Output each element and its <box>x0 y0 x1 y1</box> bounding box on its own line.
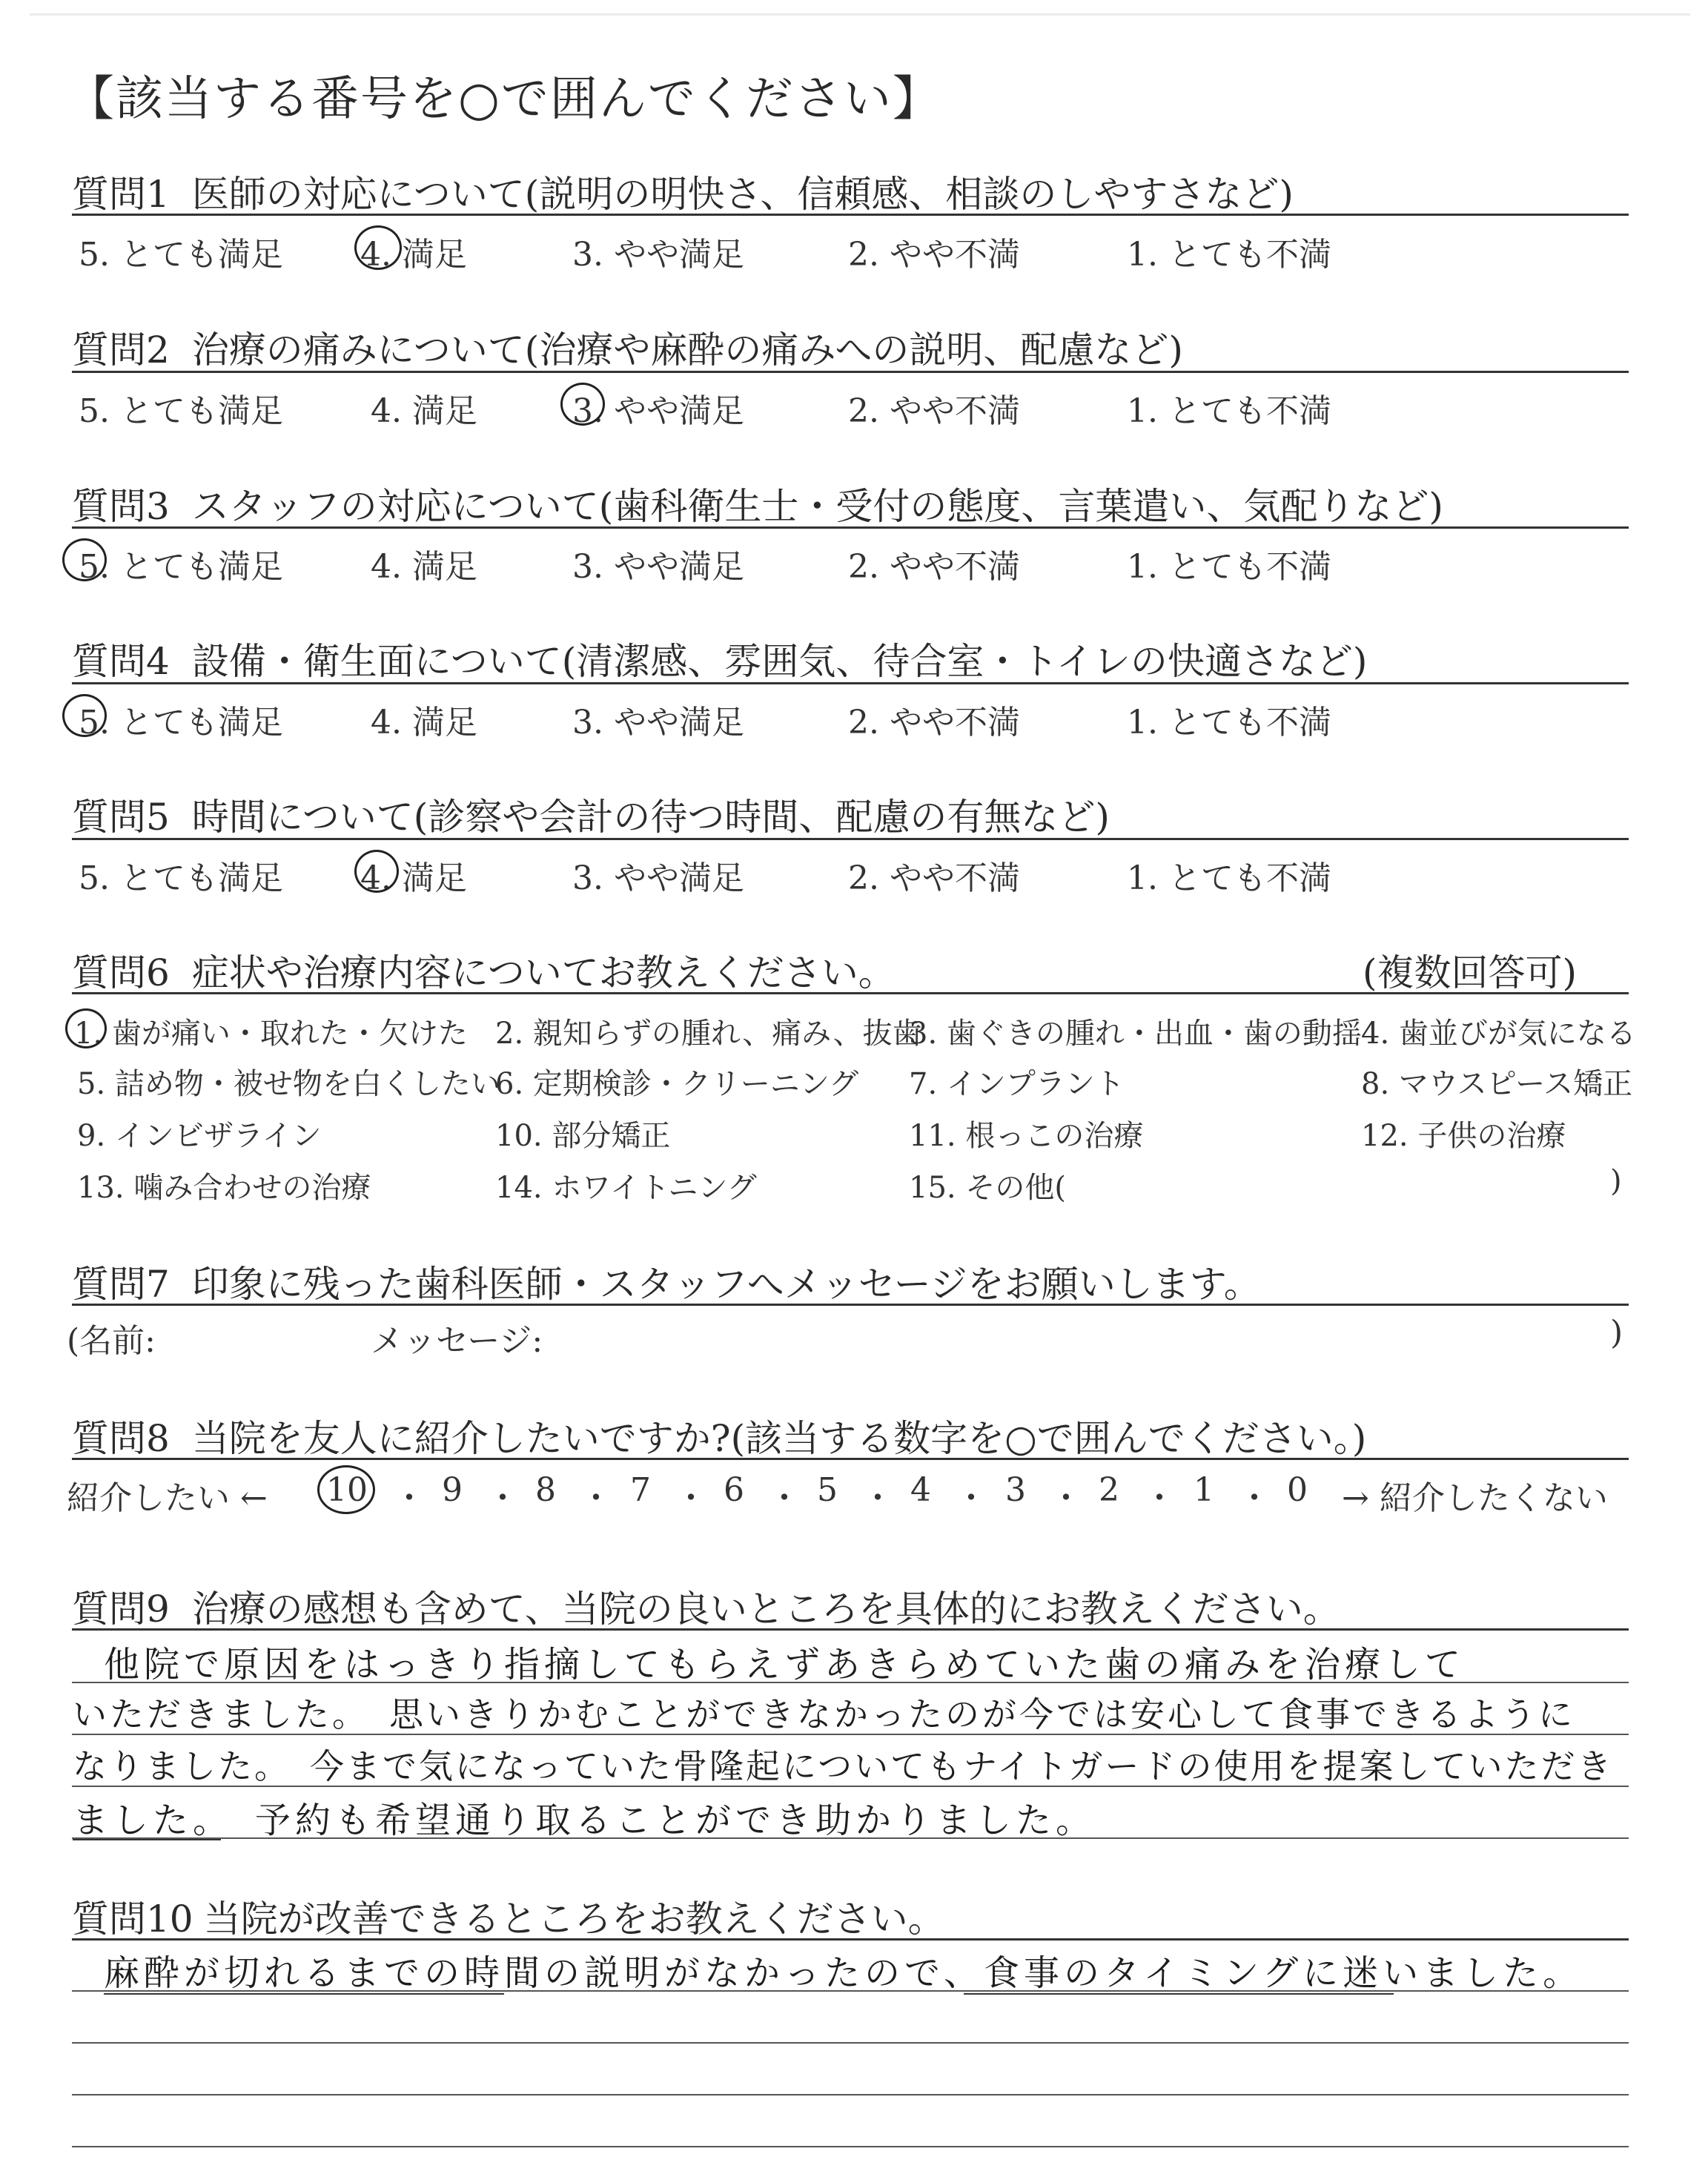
q10-label: 質問10 <box>72 1898 193 1941</box>
q10-writing-line <box>72 2094 1629 2095</box>
q6-heading <box>72 943 896 997</box>
q9-answer-line-3: なりました。 今まで気になっていた骨隆起についてもナイトガードの使用を提案していただき <box>73 1746 1614 1786</box>
q3-heading <box>72 477 1443 530</box>
q3-selected-circle <box>62 538 107 581</box>
q6-item-6[interactable]: 6. 定期検診・クリーニング <box>495 1067 859 1101</box>
q10-writing-line <box>72 2146 1629 2147</box>
q8-left-label: 紹介したい ← <box>67 1479 268 1517</box>
q3-option-3[interactable]: 3. やや満足 <box>572 548 744 586</box>
q8-scale-sep: ・ <box>1050 1479 1082 1517</box>
q4-option-2[interactable]: 2. やや不満 <box>848 704 1020 742</box>
q6-item-15[interactable]: 15. その他( <box>909 1171 1066 1205</box>
q8-scale-5[interactable]: 5 <box>817 1471 838 1509</box>
q9-underline <box>73 1839 221 1840</box>
q8-selected-circle <box>317 1465 375 1514</box>
q7-label: 質問7 <box>72 1263 170 1306</box>
q8-scale-sep: ・ <box>861 1479 894 1517</box>
q6-item-3[interactable]: 3. 歯ぐきの腫れ・出血・歯の動揺 <box>909 1017 1362 1051</box>
q8-label: 質問8 <box>72 1417 170 1460</box>
q1-selected-circle <box>354 225 402 270</box>
q8-scale-4[interactable]: 4 <box>910 1471 931 1509</box>
q3-rule <box>72 526 1629 529</box>
q8-scale-8[interactable]: 8 <box>535 1471 556 1509</box>
q9-answer-line-2: いただきました。 思いきりかむことができなかったのが今では安心して食事できるように <box>73 1694 1575 1734</box>
q7-rule <box>72 1304 1629 1306</box>
q6-item-14[interactable]: 14. ホワイトニング <box>495 1171 757 1205</box>
q2-title: 治療の痛みについて(治療や麻酔の痛みへの説明、配慮など) <box>191 328 1183 371</box>
q7-heading <box>72 1255 1261 1308</box>
q10-underline <box>964 1993 1394 1995</box>
q5-option-5[interactable]: 5. とても満足 <box>79 859 283 897</box>
q2-label: 質問2 <box>72 328 170 371</box>
q8-scale-3[interactable]: 3 <box>1005 1471 1026 1509</box>
q6-item-11[interactable]: 11. 根っこの治療 <box>909 1119 1144 1153</box>
q2-option-5[interactable]: 5. とても満足 <box>79 392 283 430</box>
q1-label: 質問1 <box>72 173 170 216</box>
q4-title: 設備・衛生面について(清潔感、雰囲気、待合室・トイレの快適さなど) <box>191 640 1368 683</box>
q1-option-3[interactable]: 3. やや満足 <box>572 236 744 274</box>
q8-heading <box>72 1409 1366 1462</box>
q6-item-1[interactable]: 1. 歯が痛い・取れた・欠けた <box>74 1017 468 1051</box>
q8-scale-7[interactable]: 7 <box>630 1471 651 1509</box>
q6-item-12[interactable]: 12. 子供の治療 <box>1361 1119 1566 1153</box>
q8-right-label: → 紹介したくない <box>1342 1479 1608 1517</box>
q5-label: 質問5 <box>72 796 170 839</box>
q5-option-4[interactable]: 4. 満足 <box>360 859 467 897</box>
q1-rule <box>72 214 1629 216</box>
q6-item-13[interactable]: 13. 噛み合わせの治療 <box>77 1171 371 1205</box>
q6-item-2[interactable]: 2. 親知らずの腫れ、痛み、抜歯 <box>495 1017 922 1051</box>
q1-option-2[interactable]: 2. やや不満 <box>848 236 1020 274</box>
q6-item-9[interactable]: 9. インビザライン <box>77 1119 322 1153</box>
q1-heading <box>72 165 1294 218</box>
q9-answer-line-1: 他院で原因をはっきり指摘してもらえずあきらめていた歯の痛みを治療して <box>104 1644 1466 1685</box>
q6-rule <box>72 992 1629 994</box>
q8-scale-1[interactable]: 1 <box>1194 1471 1214 1509</box>
q4-option-5[interactable]: 5. とても満足 <box>79 704 283 742</box>
q10-answer-line-1: 麻酔が切れるまでの時間の説明がなかったので、食事のタイミングに迷いました。 <box>104 1952 1583 1994</box>
q7-message-label: メッセージ: <box>371 1322 543 1360</box>
q6-hint: (複数回答可) <box>1363 951 1578 994</box>
q10-underline <box>104 1993 504 1995</box>
q6-selected-circle <box>65 1008 107 1048</box>
q6-item-5[interactable]: 5. 詰め物・被せ物を白くしたい <box>77 1067 500 1101</box>
q4-option-4[interactable]: 4. 満足 <box>371 704 477 742</box>
q3-option-1[interactable]: 1. とても不満 <box>1127 548 1331 586</box>
q2-heading <box>72 320 1183 374</box>
q2-option-1[interactable]: 1. とても不満 <box>1127 392 1331 430</box>
q4-option-1[interactable]: 1. とても不満 <box>1127 704 1331 742</box>
q8-scale-sep: ・ <box>768 1479 801 1517</box>
q9-title: 治療の感想も含めて、当院の良いところを具体的にお教えください。 <box>191 1588 1340 1631</box>
q4-heading <box>72 632 1367 685</box>
q1-title: 医師の対応について(説明の明快さ、信頼感、相談のしやすさなど) <box>191 173 1294 216</box>
q3-option-4[interactable]: 4. 満足 <box>371 548 477 586</box>
q4-option-3[interactable]: 3. やや満足 <box>572 704 744 742</box>
q6-title: 症状や治療内容についてお教えください。 <box>191 951 896 994</box>
q5-option-3[interactable]: 3. やや満足 <box>572 859 744 897</box>
q8-scale-sep: ・ <box>955 1479 987 1517</box>
q10-rule <box>72 1938 1629 1941</box>
q8-scale-sep: ・ <box>580 1479 612 1517</box>
q8-scale-sep: ・ <box>393 1479 426 1517</box>
q6-item-7[interactable]: 7. インプラント <box>909 1067 1125 1101</box>
page-title: 【該当する番号を○で囲んでください】 <box>67 72 941 127</box>
q9-rule <box>72 1628 1629 1631</box>
q5-title: 時間について(診察や会計の待つ時間、配慮の有無など) <box>191 796 1110 839</box>
q8-scale-0[interactable]: 0 <box>1287 1471 1308 1509</box>
q5-selected-circle <box>354 850 399 893</box>
q10-title: 当院が改善できるところをお教えください。 <box>203 1898 945 1941</box>
q1-option-5[interactable]: 5. とても満足 <box>79 236 283 274</box>
q8-scale-2[interactable]: 2 <box>1099 1471 1119 1509</box>
q2-option-4[interactable]: 4. 満足 <box>371 392 477 430</box>
q5-rule <box>72 838 1629 840</box>
q2-selected-circle <box>560 383 605 426</box>
q6-item-10[interactable]: 10. 部分矯正 <box>495 1119 671 1153</box>
q3-label: 質問3 <box>72 485 170 528</box>
q2-option-3[interactable]: 3. やや満足 <box>572 392 744 430</box>
q8-title: 当院を友人に紹介したいですか?(該当する数字を○で囲んでください。) <box>191 1417 1367 1460</box>
q7-close-paren: ) <box>1610 1314 1623 1352</box>
q8-scale-sep: ・ <box>486 1479 519 1517</box>
q8-scale-sep: ・ <box>1238 1479 1271 1517</box>
q8-scale-9[interactable]: 9 <box>442 1471 463 1509</box>
q8-scale-6[interactable]: 6 <box>724 1471 744 1509</box>
q5-option-2[interactable]: 2. やや不満 <box>848 859 1020 897</box>
q8-rule <box>72 1458 1629 1460</box>
q3-option-5[interactable]: 5. とても満足 <box>79 548 283 586</box>
q8-scale-10[interactable]: 10 <box>326 1471 368 1509</box>
q4-rule <box>72 682 1629 684</box>
q6-item-15-close: ) <box>1610 1164 1622 1198</box>
q3-title: スタッフの対応について(歯科衛生士・受付の態度、言葉遣い、気配りなど) <box>191 485 1443 528</box>
q8-scale-sep: ・ <box>675 1479 707 1517</box>
q1-option-4[interactable]: 4. 満足 <box>360 236 467 274</box>
q9-label: 質問9 <box>72 1588 170 1631</box>
q6-item-4[interactable]: 4. 歯並びが気になる <box>1361 1017 1636 1051</box>
q5-option-1[interactable]: 1. とても不満 <box>1127 859 1331 897</box>
q7-title: 印象に残った歯科医師・スタッフへメッセージをお願いします。 <box>191 1263 1261 1306</box>
q7-name-label: (名前: <box>67 1322 156 1360</box>
q2-option-2[interactable]: 2. やや不満 <box>848 392 1020 430</box>
q10-writing-line <box>72 2042 1629 2044</box>
q1-option-1[interactable]: 1. とても不満 <box>1127 236 1331 274</box>
q4-label: 質問4 <box>72 640 170 683</box>
q6-label: 質問6 <box>72 951 170 994</box>
page-top-border <box>30 13 1690 16</box>
q3-option-2[interactable]: 2. やや不満 <box>848 548 1020 586</box>
q4-selected-circle <box>62 694 107 737</box>
q9-heading <box>72 1579 1340 1633</box>
q6-item-8[interactable]: 8. マウスピース矯正 <box>1361 1067 1633 1101</box>
q10-heading <box>72 1889 945 1943</box>
q8-scale-sep: ・ <box>1143 1479 1176 1517</box>
q9-answer-line-4: ました。 予約も希望通り取ることができ助かりました。 <box>73 1800 1096 1841</box>
q5-heading <box>72 787 1110 841</box>
q2-rule <box>72 371 1629 373</box>
